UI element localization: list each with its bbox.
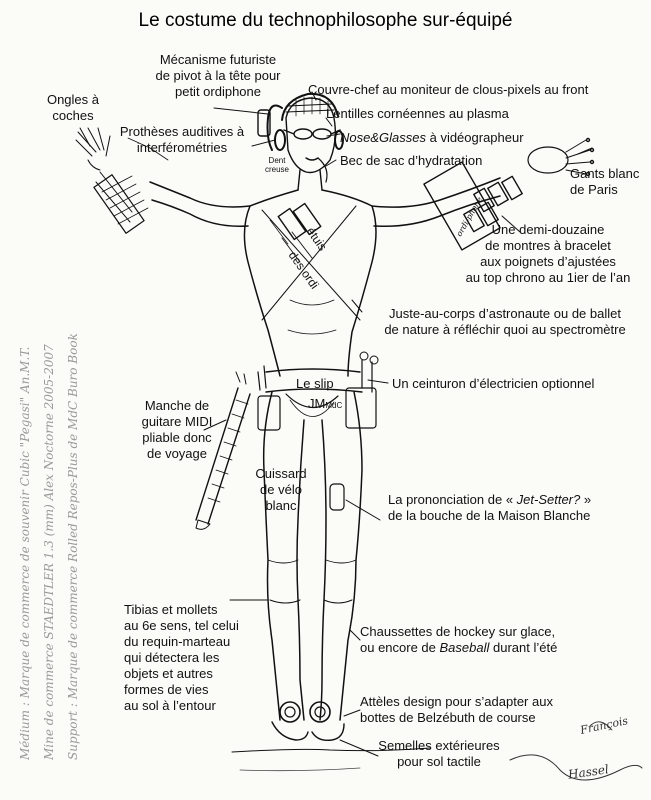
signature-first: François: [579, 714, 630, 737]
label-des-ordi: des ordi: [285, 248, 322, 292]
label-ceinturon: Un ceinturon d’électricien optionnel: [392, 376, 595, 391]
ground-line-2: [240, 768, 360, 771]
page-title: Le costume du technophilosophe sur-équipé: [138, 10, 513, 31]
label-jm: JMMdC: [308, 396, 343, 411]
margin-note-medium: Médium : Marque de commerce de souvenir Cubic "Pegasi" An.M.T.: [18, 346, 32, 760]
label-slip: Le slip: [296, 376, 334, 391]
label-gants: Gants blanc de Paris: [570, 166, 640, 197]
label-ordi-phone: ordi-phone: [454, 195, 485, 238]
label-montres: Une demi-douzaine de montres à bracelet aux poignets d’ajustées au top chrono au 1ier de l’an: [465, 222, 631, 285]
label-nose-glasses: Nose&Glasses à vidéographeur: [340, 130, 524, 145]
feet: [272, 702, 344, 740]
label-ongles: Ongles à coches: [46, 92, 100, 123]
label-couvre-chef: Couvre-chef au moniteur de clous-pixels au front: [308, 82, 589, 97]
margin-note-support: Support : Marque de commerce Rolled Repos-Plus de MdC Buro Book: [66, 333, 80, 760]
margin-note-mine: Mine de commerce STAEDTLER 1.3 (mm) Alex Noctorne 2005-2007: [42, 344, 56, 760]
label-chaussettes: Chaussettes de hockey sur glace, ou encore de Baseball durant l’été: [360, 624, 558, 655]
label-bec: Bec de sac d’hydratation: [340, 153, 483, 168]
label-tibias: Tibias et mollets au 6e sens, tel celui du requin-marteau qui détectera les objets et autres formes de vies au sol à l’entour: [124, 602, 239, 713]
label-prononciation: La prononciation de « Jet-Setter? » de la bouche de la Maison Blanche: [388, 492, 592, 523]
label-lentilles: Lentilles cornéennes au plasma: [326, 106, 509, 121]
label-dent-creuse: Dent creuse: [264, 156, 289, 174]
label-protheses: Prothèses auditives à interférométries: [119, 124, 245, 155]
label-mecanisme: Mécanisme futuriste de pivot à la tête pour petit ordiphone: [155, 52, 281, 99]
label-juste-au-corps: Juste-au-corps d’astronaute ou de ballet de nature à réfléchir quoi au spectromètre: [384, 306, 626, 337]
signature-last: Hassel: [567, 762, 610, 782]
label-manche-guitare: Manche de guitare MIDI pliable donc de voyage: [141, 398, 213, 461]
label-etuis: étuis: [303, 224, 330, 254]
legs: [264, 392, 362, 720]
label-atteles: Attèles design pour s’adapter aux bottes de Belzébuth de course: [360, 694, 553, 725]
label-semelles: Semelles extérieures pour sol tactile: [378, 738, 500, 769]
label-cuissard: Cuissard de vélo blanc: [255, 466, 307, 513]
